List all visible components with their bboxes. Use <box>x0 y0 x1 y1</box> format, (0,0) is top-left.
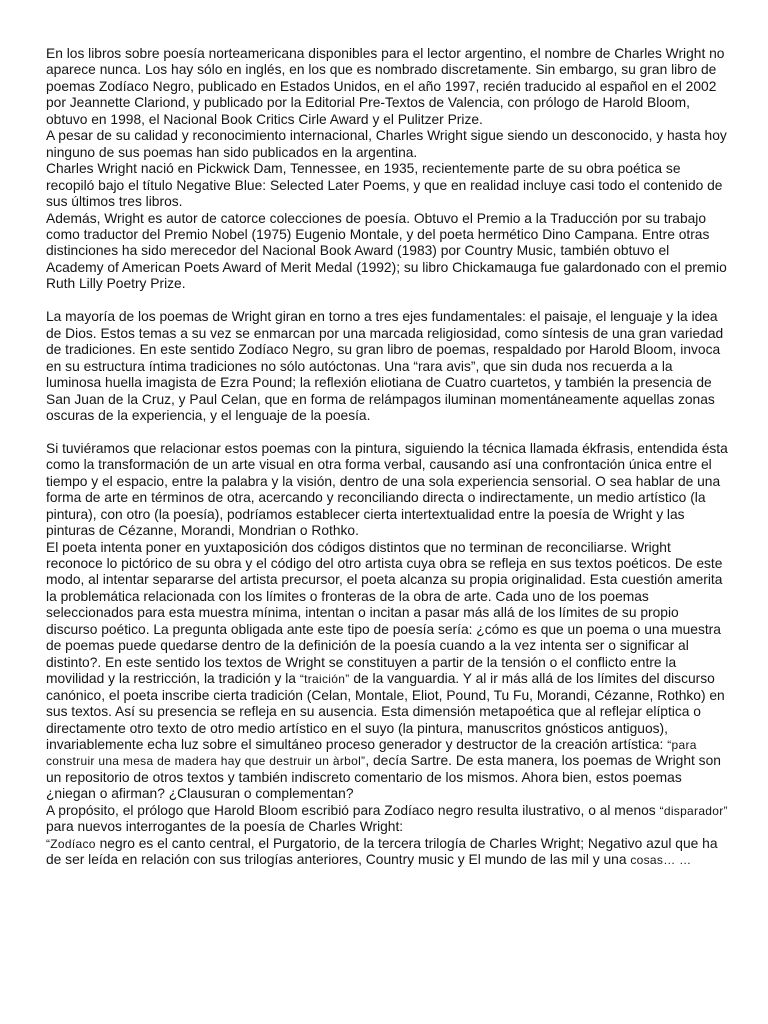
quote-cosas: cosas… … <box>630 853 692 868</box>
bloom-text-1: A propósito, el prólogo que Harold Bloom escribió para Zodíaco negro resulta ilustrativo, o al menos <box>46 802 656 818</box>
paragraph-unknown: A pesar de su calidad y reconocimiento internacional, Charles Wright sigue siendo un desconocido, y hasta hoy ninguno de sus poemas han sido publicados en la argentina. <box>46 128 727 160</box>
quote-disparador: “disparador” <box>659 803 728 818</box>
quote-zodiaco: “Zodíaco <box>46 836 96 851</box>
paragraph-intro: En los libros sobre poesía norteamericana disponibles para el lector argentino, el nombre de Charles Wright no aparece nunca. Los hay sólo en inglés, en los que es nombrado discretamente. Sin embargo, su gran libro de poemas Zodíaco Negro, publicado en Estados Unidos, en el año 1997, recién traducido al español en el 2002 por Jeannette Clariond, y publicado por la Editorial Pre-Textos de Valencia, con prólogo de Harold Bloom, obtuvo en 1998, el Nacional Book Critics Cirle Award y el Pulitzer Prize. <box>46 46 725 127</box>
paragraph-juxtaposition <box>46 540 728 803</box>
paragraph-zodiaco-quote <box>46 836 728 869</box>
paragraph-spacer <box>46 424 728 440</box>
juxtaposition-text-1: El poeta intenta poner en yuxtaposición dos códigos distintos que no terminan de reconciliarse. Wright reconoce lo pictórico de su obra y el código del otro artista cuya obra se refleja en sus textos poéticos. De este modo, al intentar separarse del artista precursor, el poeta alcanza su propia originalidad. Esta cuestión amerita la problemática relacionada con los límites o fronteras de la obra de arte. Cada uno de los poemas seleccionados para esta muestra mínima, intentan o incitan a pasar más allá de los límites de su propio discurso poético. La pregunta obligada ante este tipo de poesía sería: ¿cómo es que un poema o una muestra de poemas puede quedarse dentro de la definición de la poesía cuando a la vez intenta ser o significar al distinto?. En este sentido los textos de Wright se constituyen a partir de la tensión o el conflicto entre la movilidad y la restricción, la tradición y la <box>46 539 723 687</box>
paragraph-painting: Si tuviéramos que relacionar estos poemas con la pintura, siguiendo la técnica llamada ékfrasis, entendida ésta como la transformación de un arte visual en otra forma verbal, causando así una confrontación única entre el tiempo y el espacio, entre la palabra y la visión, dentro de una sola experiencia sensorial. O sea hablar de una forma de arte en términos de otra, acercando y reconciliando directa o indirectamente, un medio artístico (la pintura), con otro (la poesía), podríamos establecer cierta intertextualidad entre la poesía de Wright y las pinturas de Cézanne, Morandi, Mondrian o Rothko. <box>46 440 728 539</box>
juxtaposition-text-3: , decía Sartre. De esta manera, los poemas de Wright son un repositorio de otros textos y también indiscreto comentario de los mismos. Ahora bien, estos poemas ¿niegan o afirman? ¿Clausuran o complementan? <box>46 753 721 802</box>
quote-traicion: “traición” <box>299 672 350 687</box>
bloom-text-2: para nuevos interrogantes de la poesía de Charles Wright: <box>46 819 404 835</box>
document-page <box>46 46 728 869</box>
paragraph-spacer <box>46 293 728 309</box>
paragraph-awards: Además, Wright es autor de catorce colecciones de poesía. Obtuvo el Premio a la Traducción por su trabajo como traductor del Premio Nobel (1975) Eugenio Montale, y del poeta hermético Dino Campana. Entre otras distinciones ha sido merecedor del Nacional Book Award (1983) por Country Music, también obtuvo el Academy of American Poets Award of Merit Medal (1992); su libro Chickamauga fue galardonado con el premio Ruth Lilly Poetry Prize. <box>46 210 727 292</box>
paragraph-bloom <box>46 803 728 836</box>
quote-arbol: “para construir una mesa de madera hay que destruir un àrbol” <box>46 738 697 769</box>
zodiaco-text: negro es el canto central, el Purgatorio, de la tercera trilogía de Charles Wright; Negativo azul que ha de ser leída en relación con sus trilogías anteriores, Country music y El mundo de las mil y una <box>46 835 718 868</box>
paragraph-biography: Charles Wright nació en Pickwick Dam, Tennessee, en 1935, recientemente parte de su obra poética se recopiló bajo el título Negative Blue: Selected Later Poems, y que en realidad incluye casi todo el contenido de sus últimos tres libros. <box>46 161 723 210</box>
juxtaposition-text-2: de la vanguardia. Y al ir más allá de los límites del discurso canónico, el poeta inscribe cierta tradición (Celan, Montale, Eliot, Pound, Tu Fu, Morandi, Cézanne, Rothko) en sus textos. Así su presencia se refleja en su ausencia. Esta dimensión metapoética que al reflejar elíptica o directamente otro texto de otro medio artístico en el suyo (la pintura, manuscritos gnósticos antiguos), invariablemente echa luz sobre el simultáneo proceso generador y destructor de la creación artística: <box>46 671 725 752</box>
paragraph-themes: La mayoría de los poemas de Wright giran en torno a tres ejes fundamentales: el paisaje, el lenguaje y la idea de Dios. Estos temas a su vez se enmarcan por una marcada religiosidad, como síntesis de una gran variedad de tradiciones. En este sentido Zodíaco Negro, su gran libro de poemas, respaldado por Harold Bloom, invoca en su estructura íntima tradiciones no sólo autóctonas. Una “rara avis”, que sin duda nos recuerda a la luminosa huella imagista de Ezra Pound; la reflexión eliotiana de Cuatro cuartetos, y también la presencia de San Juan de la Cruz, y Paul Celan, que en forma de relámpagos iluminan momentáneamente aquellas zonas oscuras de la experiencia, y el lenguaje de la poesía. <box>46 309 724 423</box>
